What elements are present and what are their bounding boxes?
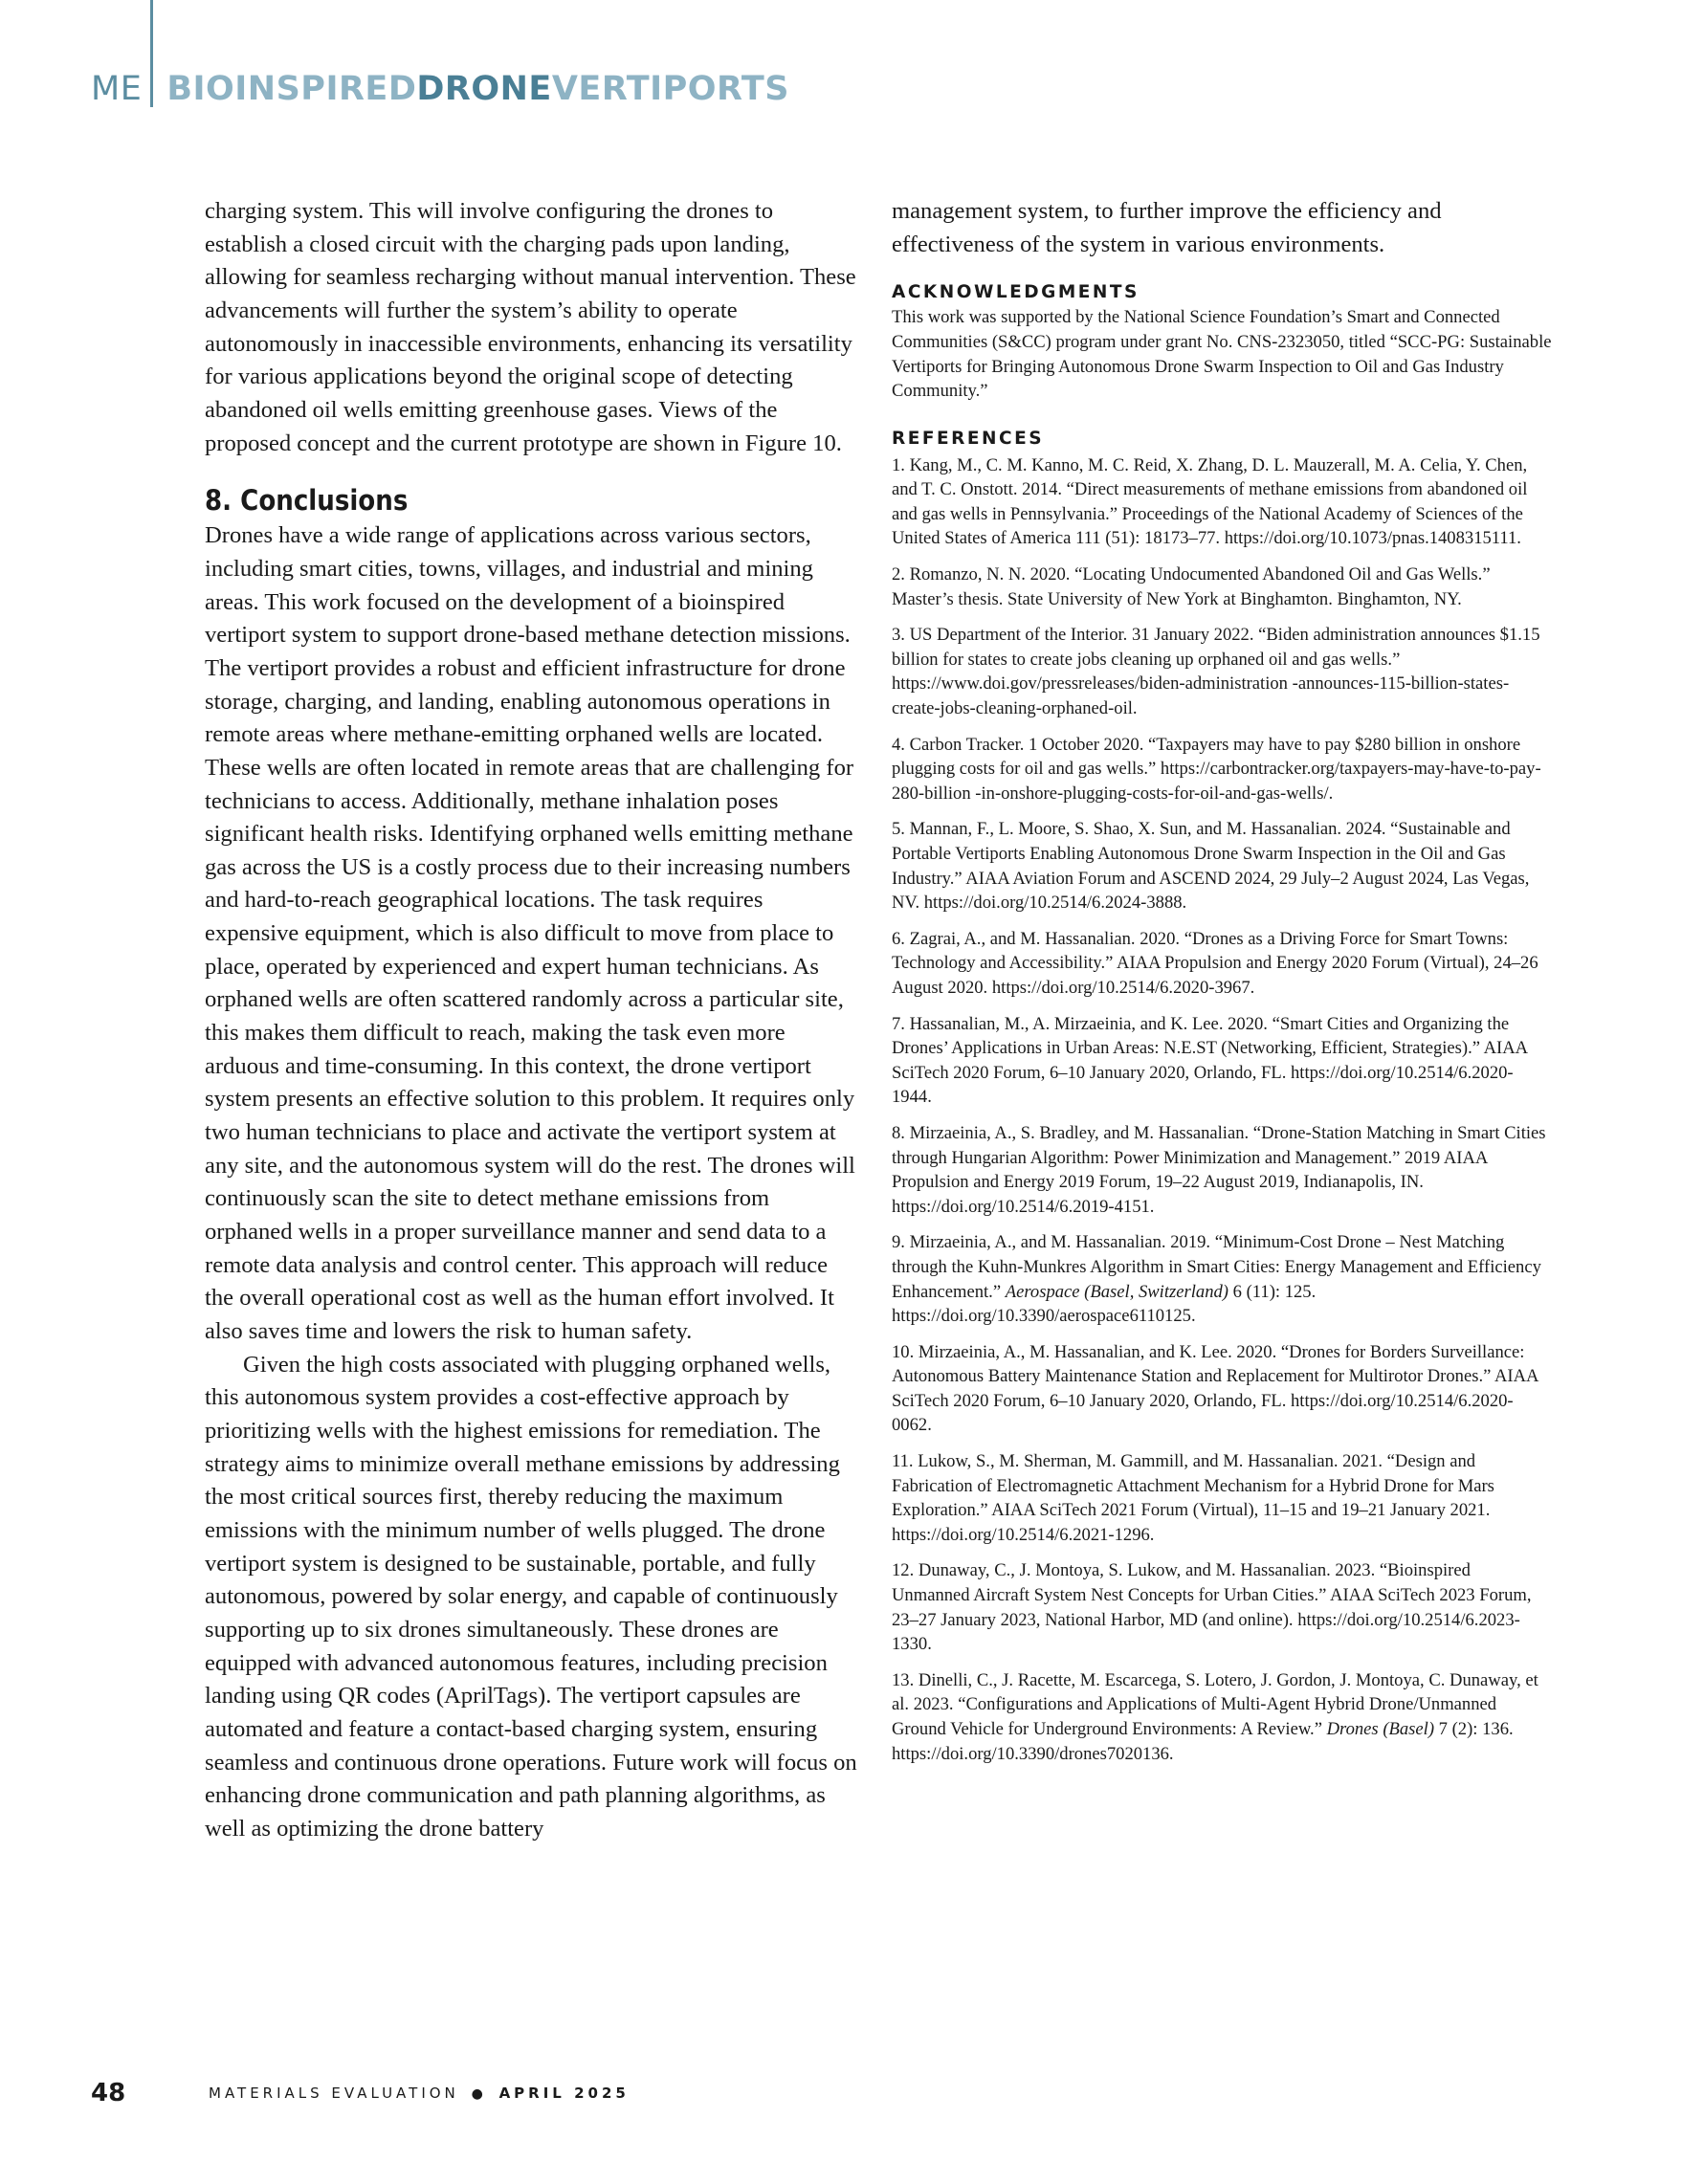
conclusions-paragraph-2: Given the high costs associated with plugging orphaned wells, this autonomous system provides a cost-effective approach by prioritizing wells with the highest emissions for remediation. The strategy aims to minimize overall methane emissions by addressing the most critical sources first, thereby reducing the maximum emissions with the minimum number of wells plugged. The drone vertiport system is designed to be sustainable, portable, and fully autonomous, powered by solar energy, and capable of continuously supporting up to six drones simultaneously. These drones are equipped with advanced autonomous features, including precision landing using QR codes (AprilTags). The vertiport capsules are automated and feature a contact-based charging system, ensuring seamless and continuous drone operations. Future work will focus on enhancing drone communication and path planning algorithms, as well as optimizing the drone battery [205,1351,857,1842]
page-footer [91,2074,630,2112]
reference-item: 4. Carbon Tracker. 1 October 2020. “Taxpayers may have to pay $280 billion in onshore plugging costs for oil and gas wells.” https://carbontracker.org/taxpayers-may-have-to-pay-280-billion -in-onshore-plugging-costs-for-oil-and-gas-wells/. [892,734,1541,804]
reference-item: 12. Dunaway, C., J. Montoya, S. Lukow, and M. Hassanalian. 2023. “Bioinspired Unmanned Aircraft System Nest Concepts for Urban Cities.” AIAA SciTech 2023 Forum, 23–27 January 2023, National Harbor, MD (and online). https://doi.org/10.2514/6.2023-1330. [892,1560,1532,1655]
acknowledgments-text: This work was supported by the National Science Foundation’s Smart and Connected Communities (S&CC) program under grant No. CNS-2323050, titled “SCC-PG: Sustainable Vertiports for Bringing Autonomous Drone Swarm Inspection to Oil and Gas Industry Community.” [892,307,1552,402]
reference-item: 2. Romanzo, N. N. 2020. “Locating Undocumented Abandoned Oil and Gas Wells.” Master’s thesis. State University of New York at Binghamton. Binghamton, NY. [892,564,1491,609]
reference-item [892,1668,1552,1766]
page-number: 48 [91,2079,126,2107]
reference-text: 7 (2): 136. https://doi.org/10.3390/drones7020136. [892,1719,1514,1764]
references-list [892,453,1552,1767]
reference-item: 8. Mirzaeinia, A., S. Bradley, and M. Hassanalian. “Drone-Station Matching in Smart Cities through Hungarian Algorithm: Power Minimization and Management.” 2019 AIAA Propulsion and Energy 2019 Forum, 19–22 August 2019, Indianapolis, IN. https://doi.org/10.2514/6.2019-4151. [892,1122,1546,1217]
reference-text: 13. Dinelli, C., J. Racette, M. Escarcega, S. Lotero, J. Gordon, J. Montoya, C. Dunaway, et al. 2023. “Configurations and Applications of Multi-Agent Hybrid Drone/Unmanned Ground Vehicle for Underground Environments: A Review.” [892,1669,1538,1739]
journal-name [209,2085,630,2102]
continuation-paragraph: management system, to further improve the efficiency and effectiveness of the system in various environments. [892,198,1442,257]
acknowledgments-heading: ACKNOWLEDGMENTS [892,282,1140,303]
reference-item [892,1230,1552,1328]
running-header [91,65,789,113]
reference-text: 9. Mirzaeinia, A., and M. Hassanalian. 2019. “Minimum-Cost Drone – Nest Matching through the Kuhn-Munkres Algorithm in Smart Cities: Energy Management and Efficiency Enhancement.” [892,1232,1541,1302]
header-section-label: ME [91,70,143,108]
reference-item: 5. Mannan, F., L. Moore, S. Shao, X. Sun, and M. Hassanalian. 2024. “Sustainable and Portable Vertiports Enabling Autonomous Drone Swarm Inspection in the Oil and Gas Industry.” AIAA Aviation Forum and ASCEND 2024, 29 July–2 August 2024, Las Vegas, NV. https://doi.org/10.2514/6.2024-3888. [892,819,1530,914]
reference-text: 6 (11): 125. https://doi.org/10.3390/aerospace6110125. [892,1281,1317,1327]
header-title-part1: BIOINSPIRED [166,70,417,108]
header-title-part3: VERTIPORTS [551,70,789,108]
conclusions-paragraph-1: Drones have a wide range of applications across various sectors, including smart cities, towns, villages, and industrial and mining areas. This work focused on the development of a bioinspired vertiport system to support drone-based methane detection missions. The vertiport provides a robust and efficient infrastructure for drone storage, charging, and landing, enabling autonomous operations in remote areas where methane-emitting orphaned wells are located. These wells are often located in remote areas that are challenging for technicians to access. Additionally, methane inhalation poses significant health risks. Identifying orphaned wells emitting methane gas across the US is a costly process due to their increasing numbers and hard-to-reach geographical locations. The task requires expensive equipment, which is also difficult to move from place to place, operated by experienced and expert human technicians. As orphaned wells are often scattered randomly across a particular site, this makes them difficult to reach, making the task even more arduous and time-consuming. In this context, the drone vertiport system presents an effective solution to this problem. It requires only two human technicians to place and activate the vertiport system at any site, and the autonomous system will do the rest. The drones will continuously scan the site to detect methane emissions from orphaned wells in a proper surveillance manner and send data to a remote data analysis and control center. This approach will reduce the overall operational cost as well as the human effort involved. It also saves time and lowers the risk to human safety. [205,522,855,1344]
footer-bullet: ● [471,2086,487,2102]
reference-item: 6. Zagrai, A., and M. Hassanalian. 2020. “Drones as a Driving Force for Smart Towns: Technology and Accessibility.” AIAA Propulsion and Energy 2020 Forum (Virtual), 24–26 August 2020. https://doi.org/10.2514/6.2020-3967. [892,928,1538,998]
reference-item: 7. Hassanalian, M., A. Mirzaeinia, and K. Lee. 2020. “Smart Cities and Organizing the Drones’ Applications in Urban Areas: N.E.ST (Networking, Efficient, Strategies).” AIAA SciTech 2020 Forum, 6–10 January 2020, Orlando, FL. https://doi.org/10.2514/6.2020-1944. [892,1013,1528,1108]
reference-item: 11. Lukow, S., M. Sherman, M. Gammill, and M. Hassanalian. 2021. “Design and Fabrication of Electromagnetic Attachment Mechanism for a Hybrid Drone for Mars Exploration.” AIAA SciTech 2021 Forum (Virtual), 11–15 and 19–21 January 2021. https://doi.org/10.2514/6.2021-1296. [892,1451,1494,1545]
reference-item: 10. Mirzaeinia, A., M. Hassanalian, and K. Lee. 2020. “Drones for Borders Surveillance: Autonomous Battery Maintenance Station and Replacement for Multirotor Drones.” AIAA SciTech 2020 Forum, 6–10 January 2020, Orlando, FL. https://doi.org/10.2514/6.2020-0062. [892,1341,1538,1436]
references-heading: REFERENCES [892,428,1045,449]
right-column [892,195,1552,1777]
issue-date: APRIL 2025 [498,2085,630,2102]
intro-paragraph: charging system. This will involve configuring the drones to establish a closed circuit with the charging pads upon landing, allowing for seamless recharging without manual intervention. These advancements will further the system’s ability to operate autonomously in inaccessible environments, enhancing its versatility for various applications beyond the original scope of detecting abandoned oil wells emitting greenhouse gases. Views of the proposed concept and the current prototype are shown in Figure 10. [205,198,856,456]
reference-item: 3. US Department of the Interior. 31 January 2022. “Biden administration announces $1.15 billion for states to create jobs cleaning up orphaned oil and gas wells.” https://www.doi.gov/pressreleases/biden-administration -announces-115-billion-states-create-jobs-cleaning-orphaned-oil. [892,625,1540,719]
header-title-part2: DRONE [416,70,552,108]
reference-journal-title: Drones (Basel) [1326,1719,1435,1739]
left-column [205,195,861,1846]
journal-title: MATERIALS EVALUATION [209,2085,459,2102]
reference-item: 1. Kang, M., C. M. Kanno, M. C. Reid, X. Zhang, D. L. Mauzerall, M. A. Celia, Y. Chen, and T. C. Onstott. 2014. “Direct measurements of methane emissions from abandoned oil and gas wells in Pennsylvania.” Proceedings of the National Academy of Sciences of the United States of America 111 (51): 18173–77. https://doi.org/10.1073/pnas.1408315111. [892,454,1528,549]
conclusions-heading: 8. Conclusions [205,484,409,518]
reference-journal-title: Aerospace (Basel, Switzerland) [1005,1281,1228,1302]
